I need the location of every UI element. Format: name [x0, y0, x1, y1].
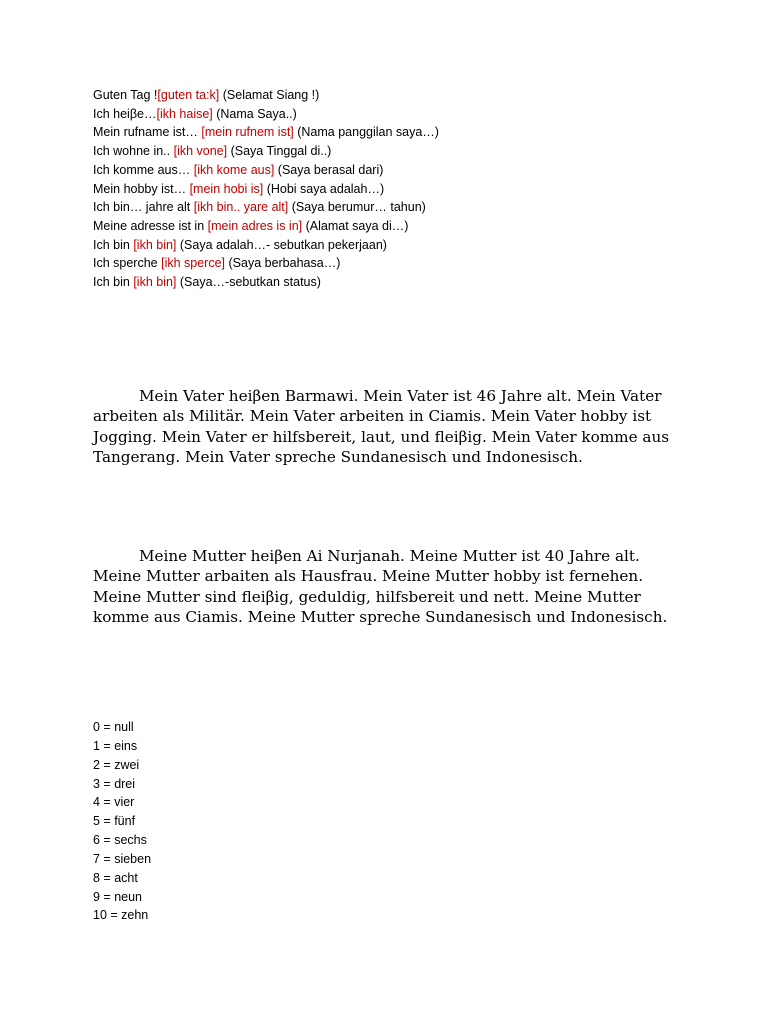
phrase-german: Ich komme aus… [93, 162, 194, 177]
phrase-phonetic: [ikh haise] [156, 106, 213, 121]
phrase-phonetic: [ikh bin] [133, 275, 177, 290]
phrase-meaning: (Selamat Siang !) [219, 88, 320, 102]
phrase-meaning: (Nama Saya..) [212, 106, 297, 121]
phrase-line-wohne [93, 142, 713, 161]
number-item: 0 = null [93, 720, 134, 734]
phrase-line-guten-tag [93, 86, 713, 105]
number-item: 8 = acht [93, 870, 138, 885]
number-item: 4 = vier [93, 795, 135, 810]
number-item: 10 = zehn [93, 908, 149, 923]
number-item: 6 = sechs [93, 833, 147, 848]
phrase-german: Guten Tag ! [93, 88, 158, 102]
phrase-german: Ich heiβe… [93, 106, 157, 121]
phrase-phonetic: [mein rufnem ist] [201, 125, 294, 140]
phrase-phonetic: [ikh sperce] [161, 256, 226, 271]
phrase-line-ich-heisse [93, 105, 713, 124]
phrase-phonetic: [ikh bin.. yare alt] [193, 200, 289, 215]
phrase-german: Mein hobby ist… [93, 181, 190, 196]
father-paragraph: Mein Vater heiβen Barmawi. Mein Vater ist 46 Jahre alt. Mein Vater arbeiten als Militär. Mein Vater arbeiten in Ciamis. Mein Vater hobby ist Jogging. Mein Vater er hilfsbereit, laut, und fleiβig. Mein Vater komme aus Tangerang. Mein Vater spreche Sundanesisch und Indonesisch. [93, 387, 670, 467]
number-item: 3 = drei [93, 776, 136, 791]
phrase-phonetic: [mein hobi is] [189, 181, 264, 196]
phrase-line-rufname [93, 123, 713, 142]
phrase-line-bin-status [93, 273, 713, 292]
phrase-german: Mein rufname ist… [93, 125, 202, 140]
phrase-line-bin-pekerjaan [93, 236, 713, 255]
phrase-german: Meine adresse ist in [93, 218, 208, 233]
number-list [93, 718, 151, 925]
phrase-line-sperche [93, 254, 713, 273]
phrase-phonetic: [ikh vone] [173, 144, 228, 159]
phrase-meaning: (Saya berasal dari) [274, 162, 384, 177]
number-item: 9 = neun [93, 889, 143, 904]
number-item: 1 = eins [93, 738, 138, 753]
phrase-meaning: (Nama panggilan saya…) [293, 125, 439, 140]
phrase-meaning: (Saya berbahasa…) [225, 256, 341, 271]
phrase-line-komme-aus [93, 161, 713, 180]
phrase-german: Ich bin [93, 237, 134, 252]
phrase-german: Ich bin… jahre alt [93, 200, 194, 215]
number-item: 7 = sieben [93, 851, 152, 866]
phrase-line-adresse [93, 217, 713, 236]
phrase-list [93, 86, 713, 292]
number-item: 5 = fünf [93, 814, 136, 829]
phrase-meaning: (Hobi saya adalah…) [263, 181, 385, 196]
phrase-line-hobby [93, 180, 713, 199]
phrase-phonetic: [mein adres is in] [207, 218, 303, 233]
phrase-german: Ich bin [93, 275, 134, 290]
phrase-meaning: (Saya berumur… tahun) [288, 200, 426, 215]
phrase-german: Ich sperche [93, 256, 162, 271]
phrase-meaning: (Alamat saya di…) [302, 218, 409, 233]
mother-paragraph: Meine Mutter heiβen Ai Nurjanah. Meine Mutter ist 40 Jahre alt. Meine Mutter arbaiten als Hausfrau. Meine Mutter hobby ist fernehen. Meine Mutter sind fleiβig, geduldig, hilfsbereit und nett. Meine Mutter komme aus Ciamis. Meine Mutter spreche Sundanesisch und Indonesisch. [93, 547, 668, 627]
phrase-meaning: (Saya Tinggal di..) [227, 144, 332, 159]
phrase-line-jahre-alt [93, 198, 713, 217]
phrase-meaning: (Saya adalah…- sebutkan pekerjaan) [176, 237, 387, 252]
phrase-phonetic: [guten ta:k] [157, 88, 220, 102]
phrase-german: Ich wohne in.. [93, 144, 174, 159]
phrase-meaning: (Saya…-sebutkan status) [176, 275, 321, 290]
phrase-phonetic: [ikh kome aus] [193, 162, 275, 177]
phrase-phonetic: [ikh bin] [133, 237, 177, 252]
number-item: 2 = zwei [93, 757, 140, 772]
